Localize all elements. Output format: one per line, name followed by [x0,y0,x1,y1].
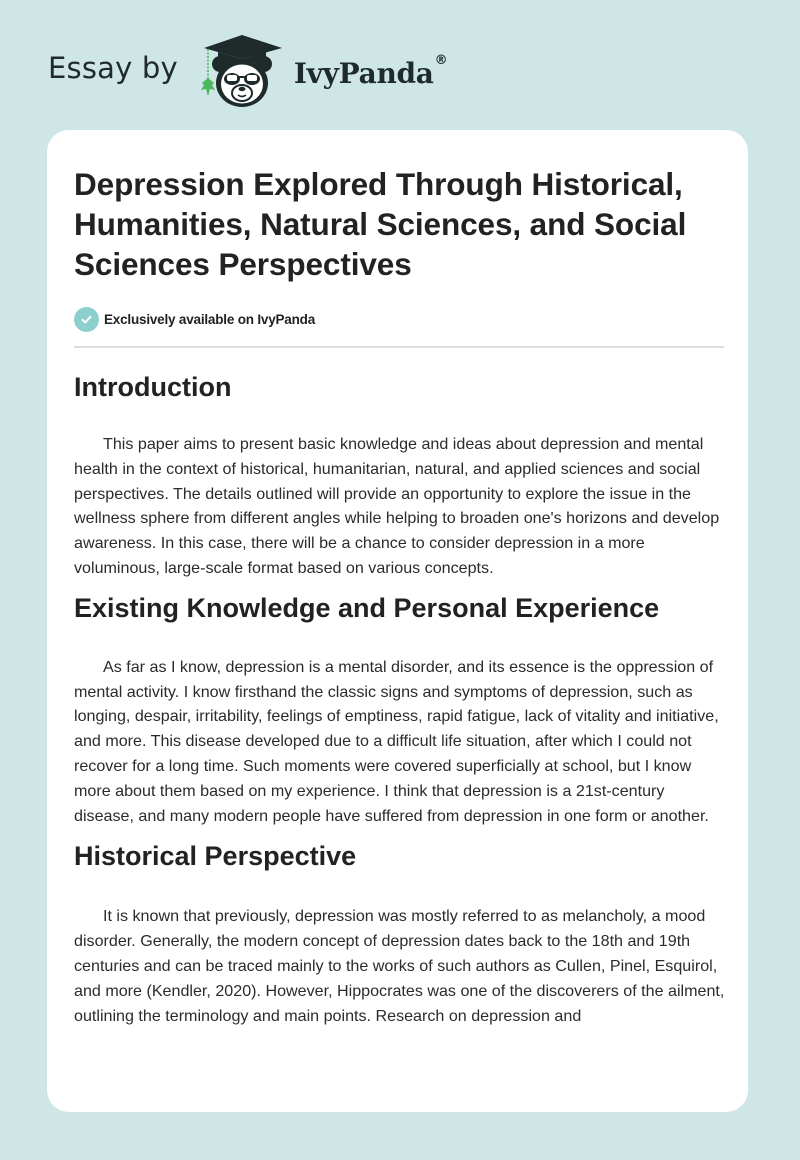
brand-name: IvyPanda [293,57,434,90]
exclusive-label: Exclusively available on IvyPanda [104,311,316,327]
section-paragraph-historical-perspective: It is known that previously, depression was mostly referred to as melancholy, a mood disorder. Generally, the modern concept of depression dates back to the 18th and 19th centuries and can be traced mainly to the works of such authors as Cullen, Pinel, Esquirol, and more (Kendler, 2020). However, Hippocrates was one of the discoverers of the ailment, outlining the terminology and main points. Research on depression and [74,907,725,1025]
check-circle-icon [74,307,99,332]
section-heading-historical-perspective: Historical Perspective [74,841,357,872]
title-divider [74,346,724,348]
section-paragraph-introduction: This paper aims to present basic knowledge and ideas about depression and mental health in the context of historical, humanitarian, natural, and applied sciences and social perspectives. The details outlined will provide an opportunity to explore the issue in the wellness sphere from different angles while helping to broaden one's horizons and develop awareness. In this case, there will be a chance to consider depression in a more voluminous, large-scale format based on various concepts. [74,435,720,577]
section-heading-introduction: Introduction [74,372,232,402]
essay-card [47,130,748,1112]
graduate-panda-icon [196,30,288,110]
section-heading-existing-knowledge: Existing Knowledge and Personal Experience [74,592,660,623]
exclusive-badge [74,306,722,332]
section-paragraph-existing-knowledge: As far as I know, depression is a mental disorder, and its essence is the oppression of mental activity. I know firsthand the classic signs and symptoms of depression, such as longing, despair, irritability, feelings of emptiness, rapid fatigue, lack of vitality and initiative, and more. This disease developed due to a difficult life situation, after which I could not recover for a long time. Such moments were covered superficially at school, but I know more about them based on my experience. I think that depression is a 21st-century disease, and many modern people have suffered from depression in one form or another. [74,657,719,825]
brand-header [48,30,448,110]
registered-mark: ® [434,52,448,68]
document-title: Depression Explored Through Historical, Humanities, Natural Sciences, and Social Sciences Perspectives [74,166,687,282]
brand-prefix: Essay by [48,50,178,85]
